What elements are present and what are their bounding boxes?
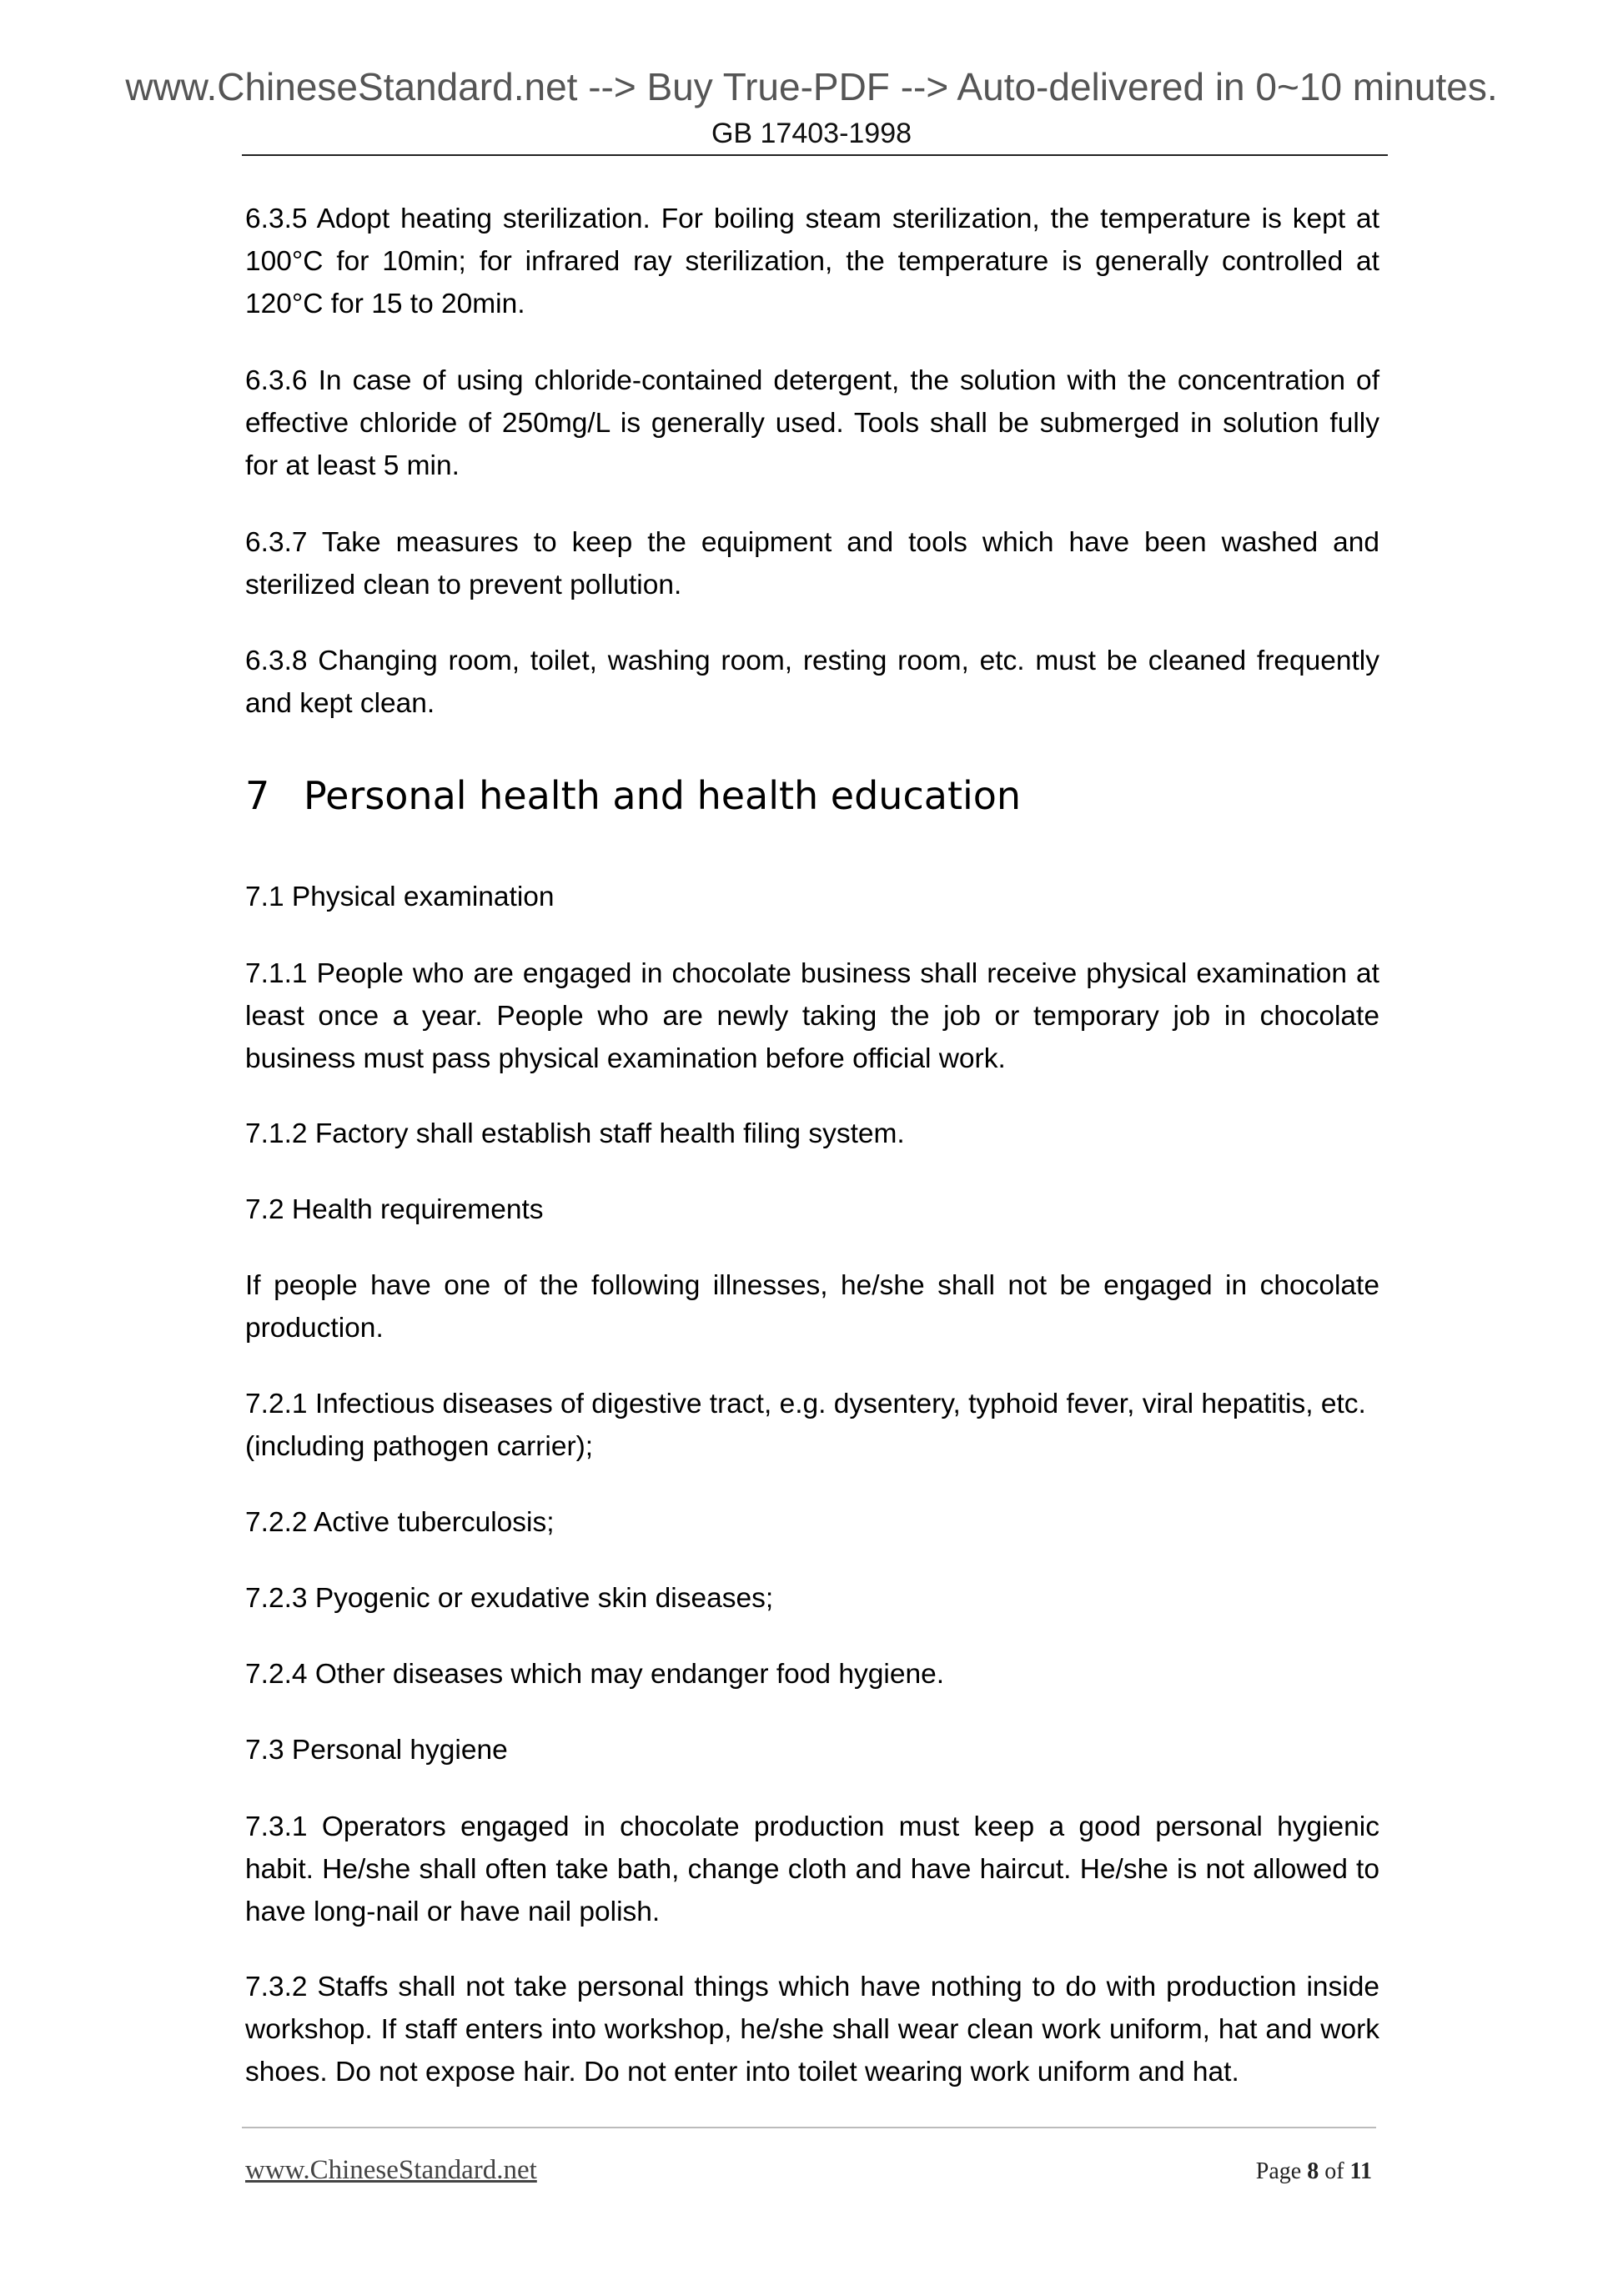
paragraph-7-3-2: 7.3.2 Staffs shall not take personal things which have nothing to do with production inside workshop. If staff enters into workshop, he/she shall wear clean work uniform, hat and work shoes. Do not expose hair. Do not enter into toilet wearing work uniform and hat. — [245, 1972, 1379, 2088]
page-total: 11 — [1349, 2158, 1372, 2184]
page-prefix: Page — [1255, 2158, 1308, 2184]
paragraph-7-1-2: 7.1.2 Factory shall establish staff health filing system. — [245, 1118, 905, 1149]
paragraph-7-1-1: 7.1.1 People who are engaged in chocolate business shall receive physical examination at least once a year. People who are newly taking the job or temporary job in chocolate business must pass physical examination before official work. — [245, 958, 1379, 1074]
subheading-7-2: 7.2 Health requirements — [245, 1194, 544, 1225]
section-number: 7 — [245, 773, 270, 818]
paragraph-7-3-1: 7.3.1 Operators engaged in chocolate production must keep a good personal hygienic habit. He/she shall often take bath, change cloth and have haircut. He/she is not allowed to have long-nail or have nail polish. — [245, 1811, 1379, 1927]
footer-divider — [242, 2127, 1376, 2128]
section-title: Personal health and health education — [304, 773, 1022, 818]
page-current: 8 — [1307, 2158, 1319, 2184]
top-banner-link[interactable]: www.ChineseStandard.net --> Buy True-PDF --> Auto-delivered in 0~10 minutes. — [125, 65, 1498, 108]
section-heading-7 — [245, 771, 1379, 821]
subheading-7-3: 7.3 Personal hygiene — [245, 1735, 508, 1766]
footer-website-link[interactable]: www.ChineseStandard.net — [245, 2155, 537, 2185]
paragraph-6-3-6: 6.3.6 In case of using chloride-contained detergent, the solution with the concentration of effective chloride of 250mg/L is generally used. Tools shall be submerged in solution fully for at least 5 min. — [245, 365, 1379, 481]
paragraph-7-2-3: 7.2.3 Pyogenic or exudative skin diseases; — [245, 1583, 774, 1614]
paragraph-6-3-5: 6.3.5 Adopt heating sterilization. For boiling steam sterilization, the temperature is kept at 100°C for 10min; for infrared ray sterilization, the temperature is generally controlled at 120°C for 15 to 20min. — [245, 203, 1379, 319]
paragraph-6-3-8: 6.3.8 Changing room, toilet, washing room, resting room, etc. must be cleaned frequently and kept clean. — [245, 646, 1379, 719]
standard-code-header: GB 17403-1998 — [711, 118, 912, 149]
subheading-7-1: 7.1 Physical examination — [245, 882, 555, 912]
page-of: of — [1319, 2158, 1350, 2184]
paragraph-7-2-intro: If people have one of the following illnesses, he/she shall not be engaged in chocolate production. — [245, 1270, 1379, 1344]
page-number — [1168, 2157, 1372, 2187]
paragraph-7-2-2: 7.2.2 Active tuberculosis; — [245, 1507, 555, 1538]
paragraph-6-3-7: 6.3.7 Take measures to keep the equipment and tools which have been washed and sterilized clean to prevent pollution. — [245, 527, 1379, 600]
paragraph-7-2-4: 7.2.4 Other diseases which may endanger food hygiene. — [245, 1659, 945, 1690]
paragraph-7-2-1: 7.2.1 Infectious diseases of digestive tract, e.g. dysentery, typhoid fever, viral hepatitis, etc. (including pathogen carrier); — [245, 1389, 1366, 1462]
